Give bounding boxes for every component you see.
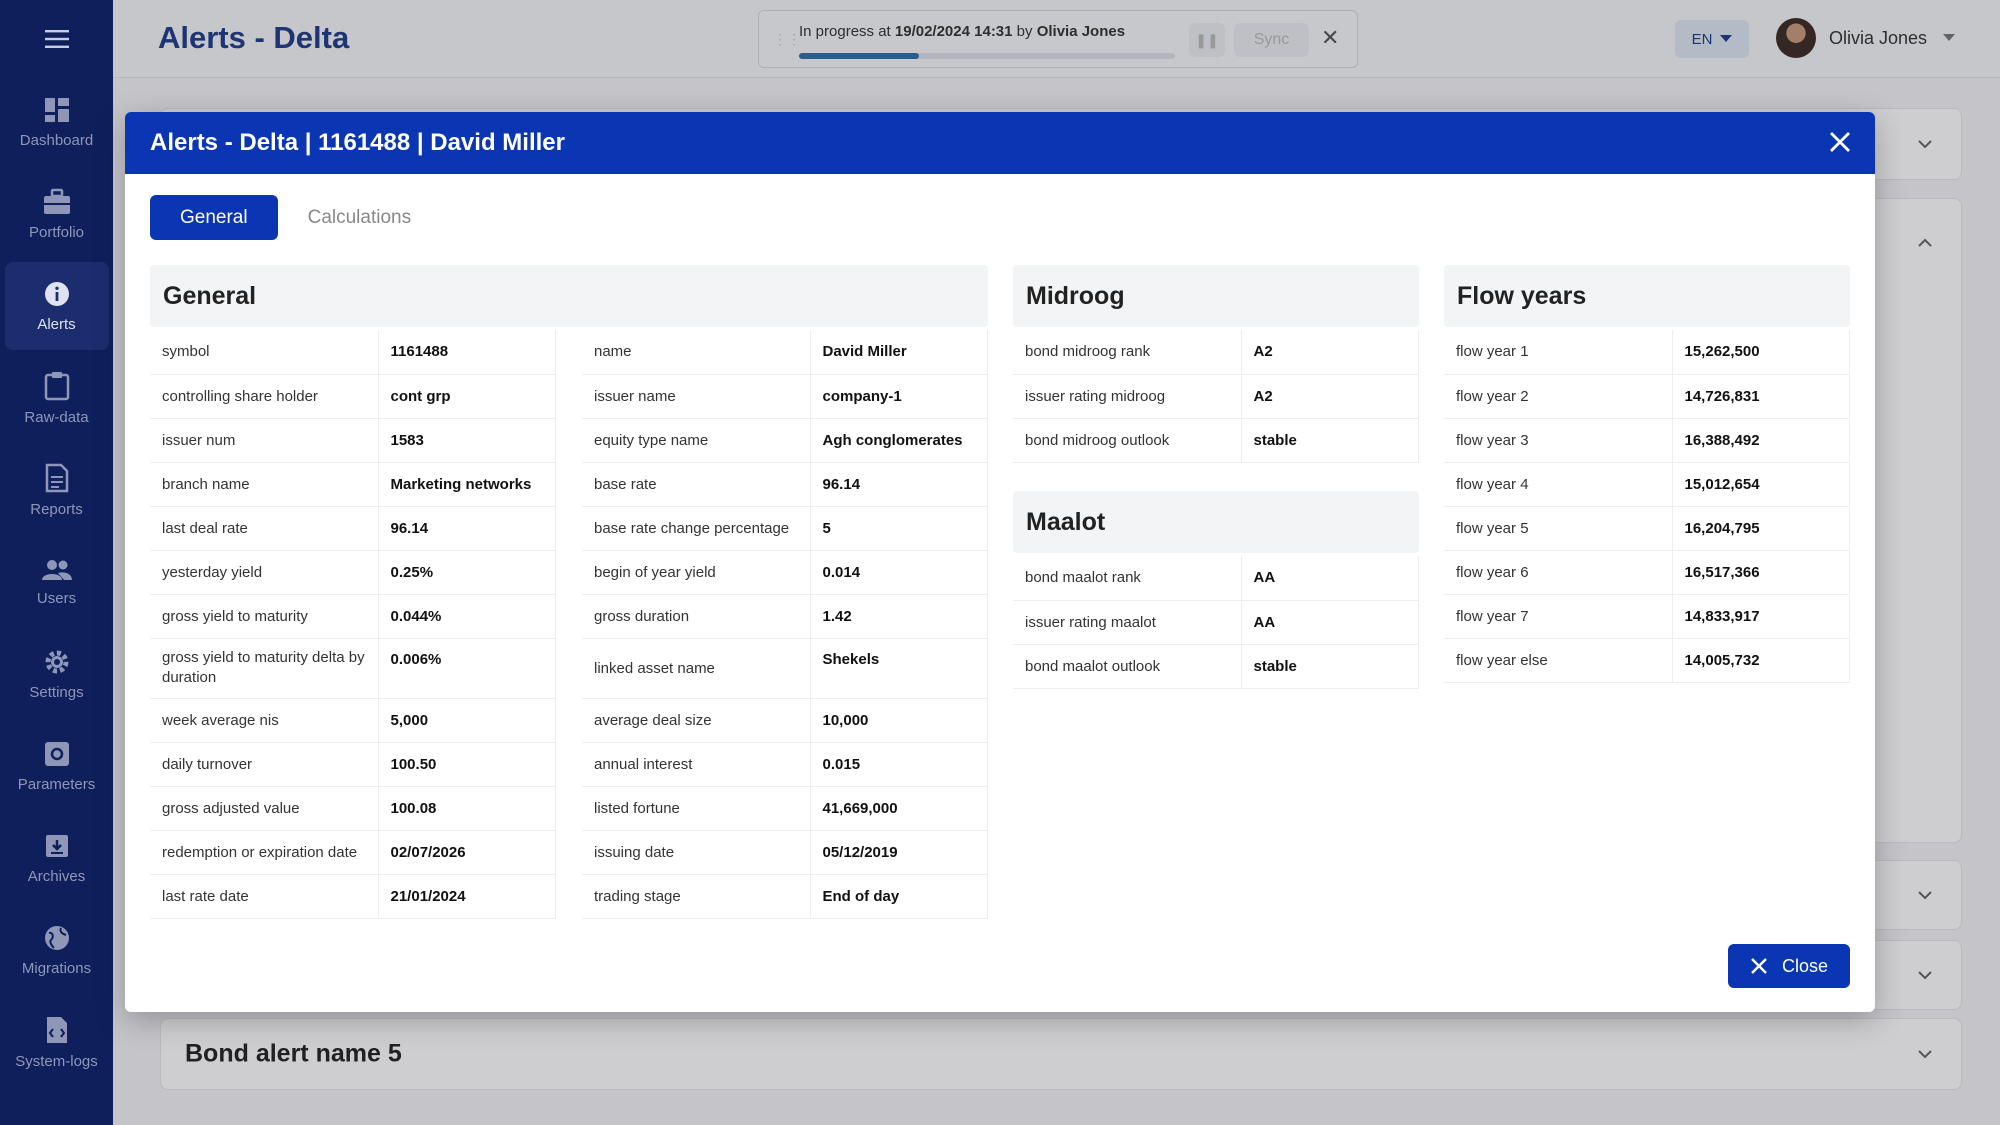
field-label: bond midroog outlook xyxy=(1013,418,1241,462)
table-row xyxy=(1444,374,1850,418)
sidebar-item-label: Dashboard xyxy=(19,131,94,149)
hamburger-icon xyxy=(45,30,69,48)
sidebar-item-label: Raw-data xyxy=(24,408,89,426)
table-row xyxy=(582,830,988,874)
field-label: begin of year yield xyxy=(582,550,810,594)
sidebar-item-archives[interactable] xyxy=(5,814,109,902)
tab-general[interactable]: General xyxy=(150,195,278,240)
close-icon xyxy=(1750,957,1768,975)
field-value: 0.006% xyxy=(378,638,556,698)
field-label: flow year else xyxy=(1444,638,1672,682)
table-row xyxy=(150,874,556,918)
field-label: flow year 2 xyxy=(1444,374,1672,418)
field-value: 0.014 xyxy=(810,550,988,594)
field-value: Shekels xyxy=(810,638,988,698)
section-title: Flow years xyxy=(1444,265,1850,327)
field-value: 05/12/2019 xyxy=(810,830,988,874)
sync-button[interactable]: Sync xyxy=(1234,23,1309,57)
field-value: company-1 xyxy=(810,374,988,418)
table-row xyxy=(150,506,556,550)
maalot-table xyxy=(1013,556,1419,689)
field-value: A2 xyxy=(1241,374,1419,418)
sidebar-item-users[interactable] xyxy=(5,538,109,626)
section-title: General xyxy=(150,265,988,327)
field-label: yesterday yield xyxy=(150,550,378,594)
page-title: Alerts - Delta xyxy=(158,20,350,55)
sidebar-item-label: Parameters xyxy=(17,775,96,793)
sidebar-item-portfolio[interactable] xyxy=(5,170,109,258)
table-row xyxy=(1444,418,1850,462)
field-value: 96.14 xyxy=(810,462,988,506)
field-value: 16,388,492 xyxy=(1672,418,1850,462)
general-right-table xyxy=(582,330,988,919)
field-label: name xyxy=(582,330,810,374)
field-label: base rate change percentage xyxy=(582,506,810,550)
field-value: 5,000 xyxy=(378,698,556,742)
field-label: issuer rating midroog xyxy=(1013,374,1241,418)
field-value: 1161488 xyxy=(378,330,556,374)
field-label: gross duration xyxy=(582,594,810,638)
table-row xyxy=(150,698,556,742)
field-value: Agh conglomerates xyxy=(810,418,988,462)
users-icon xyxy=(41,558,73,582)
gear-icon xyxy=(43,648,71,676)
table-row xyxy=(150,786,556,830)
table-row xyxy=(582,638,988,698)
field-value: 1583 xyxy=(378,418,556,462)
info-icon xyxy=(43,280,71,308)
flow-years-table xyxy=(1444,330,1850,683)
midroog-table xyxy=(1013,330,1419,463)
table-row xyxy=(150,594,556,638)
field-label: base rate xyxy=(582,462,810,506)
field-value: 16,517,366 xyxy=(1672,550,1850,594)
sidebar-item-label: Alerts xyxy=(37,315,76,333)
field-value: End of day xyxy=(810,874,988,918)
field-label: last deal rate xyxy=(150,506,378,550)
table-row xyxy=(1013,418,1419,462)
sidebar-item-alerts[interactable] xyxy=(5,262,109,350)
table-row xyxy=(582,418,988,462)
field-value: 0.015 xyxy=(810,742,988,786)
field-value: 96.14 xyxy=(378,506,556,550)
log-icon xyxy=(44,1015,70,1045)
field-label: flow year 6 xyxy=(1444,550,1672,594)
field-label: bond maalot rank xyxy=(1013,556,1241,600)
section-title: Maalot xyxy=(1013,491,1419,553)
field-value: A2 xyxy=(1241,330,1419,374)
table-row xyxy=(1013,374,1419,418)
close-button[interactable] xyxy=(1728,944,1850,988)
globe-icon xyxy=(43,924,71,952)
field-value: 0.044% xyxy=(378,594,556,638)
table-row xyxy=(582,698,988,742)
sidebar-item-label: Migrations xyxy=(21,959,92,977)
sidebar-item-reports[interactable] xyxy=(5,446,109,534)
sidebar-item-parameters[interactable] xyxy=(5,722,109,810)
table-row xyxy=(1013,644,1419,688)
sidebar-item-system-logs[interactable] xyxy=(5,998,109,1086)
field-value: 14,005,732 xyxy=(1672,638,1850,682)
sidebar-item-label: Users xyxy=(36,589,77,607)
field-value: 1.42 xyxy=(810,594,988,638)
table-row xyxy=(582,506,988,550)
table-row xyxy=(1444,550,1850,594)
card-title: Bond alert name 5 xyxy=(185,1039,402,1068)
field-label: annual interest xyxy=(582,742,810,786)
field-label: linked asset name xyxy=(582,638,810,698)
field-value: cont grp xyxy=(378,374,556,418)
sidebar-item-label: Reports xyxy=(30,500,83,518)
document-icon xyxy=(44,463,70,493)
modal-header xyxy=(125,112,1875,174)
field-label: flow year 4 xyxy=(1444,462,1672,506)
table-row xyxy=(1013,556,1419,600)
table-row xyxy=(582,550,988,594)
field-value: 02/07/2026 xyxy=(378,830,556,874)
section-title: Midroog xyxy=(1013,265,1419,327)
field-label: bond midroog rank xyxy=(1013,330,1241,374)
field-value: 100.50 xyxy=(378,742,556,786)
parameters-icon xyxy=(43,740,71,768)
table-row xyxy=(150,330,556,374)
table-row xyxy=(1444,462,1850,506)
field-label: equity type name xyxy=(582,418,810,462)
field-label: daily turnover xyxy=(150,742,378,786)
flow-years-section xyxy=(1444,265,1850,683)
general-left-table xyxy=(150,330,556,919)
table-row xyxy=(150,462,556,506)
close-button-label: Close xyxy=(1781,955,1829,976)
field-label: gross yield to maturity xyxy=(150,594,378,638)
sidebar-item-migrations[interactable] xyxy=(5,906,109,994)
progress-close-icon[interactable]: ✕ xyxy=(1321,25,1340,50)
field-value: Marketing networks xyxy=(378,462,556,506)
field-label: branch name xyxy=(150,462,378,506)
modal-title: Alerts - Delta | 1161488 | David Miller xyxy=(150,129,565,156)
field-label: gross adjusted value xyxy=(150,786,378,830)
modal-tabs xyxy=(150,195,441,240)
field-value: AA xyxy=(1241,556,1419,600)
field-value: 41,669,000 xyxy=(810,786,988,830)
table-row xyxy=(150,830,556,874)
table-row xyxy=(150,374,556,418)
tab-calculations[interactable]: Calculations xyxy=(307,206,412,228)
field-value: stable xyxy=(1241,644,1419,688)
field-value: 0.25% xyxy=(378,550,556,594)
drag-handle-icon[interactable]: ⋮⋮ xyxy=(773,31,801,47)
table-row xyxy=(582,462,988,506)
user-name[interactable]: Olivia Jones xyxy=(1829,28,1928,48)
table-row xyxy=(582,742,988,786)
field-label: issuing date xyxy=(582,830,810,874)
table-row xyxy=(1013,330,1419,374)
sidebar-item-label: Portfolio xyxy=(28,223,85,241)
field-label: last rate date xyxy=(150,874,378,918)
field-value: 15,262,500 xyxy=(1672,330,1850,374)
sidebar xyxy=(0,0,113,1125)
sidebar-item-label: Settings xyxy=(29,683,84,701)
menu-button[interactable] xyxy=(0,0,113,78)
table-row xyxy=(1444,330,1850,374)
sidebar-item-dashboard[interactable] xyxy=(5,78,109,166)
field-label: issuer name xyxy=(582,374,810,418)
table-row xyxy=(582,594,988,638)
field-label: flow year 5 xyxy=(1444,506,1672,550)
field-value: 10,000 xyxy=(810,698,988,742)
alert-details-modal xyxy=(125,112,1875,1012)
field-label: redemption or expiration date xyxy=(150,830,378,874)
table-row xyxy=(582,786,988,830)
sidebar-item-label: Archives xyxy=(27,867,86,885)
field-label: symbol xyxy=(150,330,378,374)
clipboard-icon xyxy=(44,371,70,401)
field-value: 21/01/2024 xyxy=(378,874,556,918)
archive-icon xyxy=(43,832,71,860)
field-value: David Miller xyxy=(810,330,988,374)
field-label: listed fortune xyxy=(582,786,810,830)
dashboard-icon xyxy=(43,96,71,124)
table-row xyxy=(150,418,556,462)
table-row xyxy=(1013,600,1419,644)
field-label: trading stage xyxy=(582,874,810,918)
table-row xyxy=(582,330,988,374)
general-section xyxy=(150,265,988,919)
midroog-section xyxy=(1013,265,1419,463)
field-label: issuer rating maalot xyxy=(1013,600,1241,644)
field-label: controlling share holder xyxy=(150,374,378,418)
field-label: flow year 7 xyxy=(1444,594,1672,638)
table-row xyxy=(150,742,556,786)
language-value: EN xyxy=(1691,30,1713,48)
field-label: flow year 1 xyxy=(1444,330,1672,374)
field-value: stable xyxy=(1241,418,1419,462)
field-value: AA xyxy=(1241,600,1419,644)
field-label: flow year 3 xyxy=(1444,418,1672,462)
table-row xyxy=(1444,506,1850,550)
table-row xyxy=(150,550,556,594)
sidebar-item-label: System-logs xyxy=(15,1052,98,1070)
field-value: 15,012,654 xyxy=(1672,462,1850,506)
sidebar-item-raw-data[interactable] xyxy=(5,354,109,442)
briefcase-icon xyxy=(42,188,72,216)
close-icon[interactable] xyxy=(1827,129,1853,155)
pause-icon: ❚❚ xyxy=(1195,31,1219,48)
field-value: 16,204,795 xyxy=(1672,506,1850,550)
field-label: week average nis xyxy=(150,698,378,742)
field-label: bond maalot outlook xyxy=(1013,644,1241,688)
maalot-section xyxy=(1013,491,1419,689)
table-row xyxy=(1444,638,1850,682)
table-row xyxy=(582,374,988,418)
table-row xyxy=(582,874,988,918)
field-value: 100.08 xyxy=(378,786,556,830)
field-value: 14,833,917 xyxy=(1672,594,1850,638)
table-row xyxy=(1444,594,1850,638)
field-label: issuer num xyxy=(150,418,378,462)
sidebar-item-settings[interactable] xyxy=(5,630,109,718)
field-label: average deal size xyxy=(582,698,810,742)
table-row xyxy=(150,638,556,698)
field-label: gross yield to maturity delta by duration xyxy=(150,638,378,698)
field-value: 5 xyxy=(810,506,988,550)
field-value: 14,726,831 xyxy=(1672,374,1850,418)
progress-status-text: In progress at 19/02/2024 14:31 by Olivia Jones xyxy=(799,23,1126,40)
